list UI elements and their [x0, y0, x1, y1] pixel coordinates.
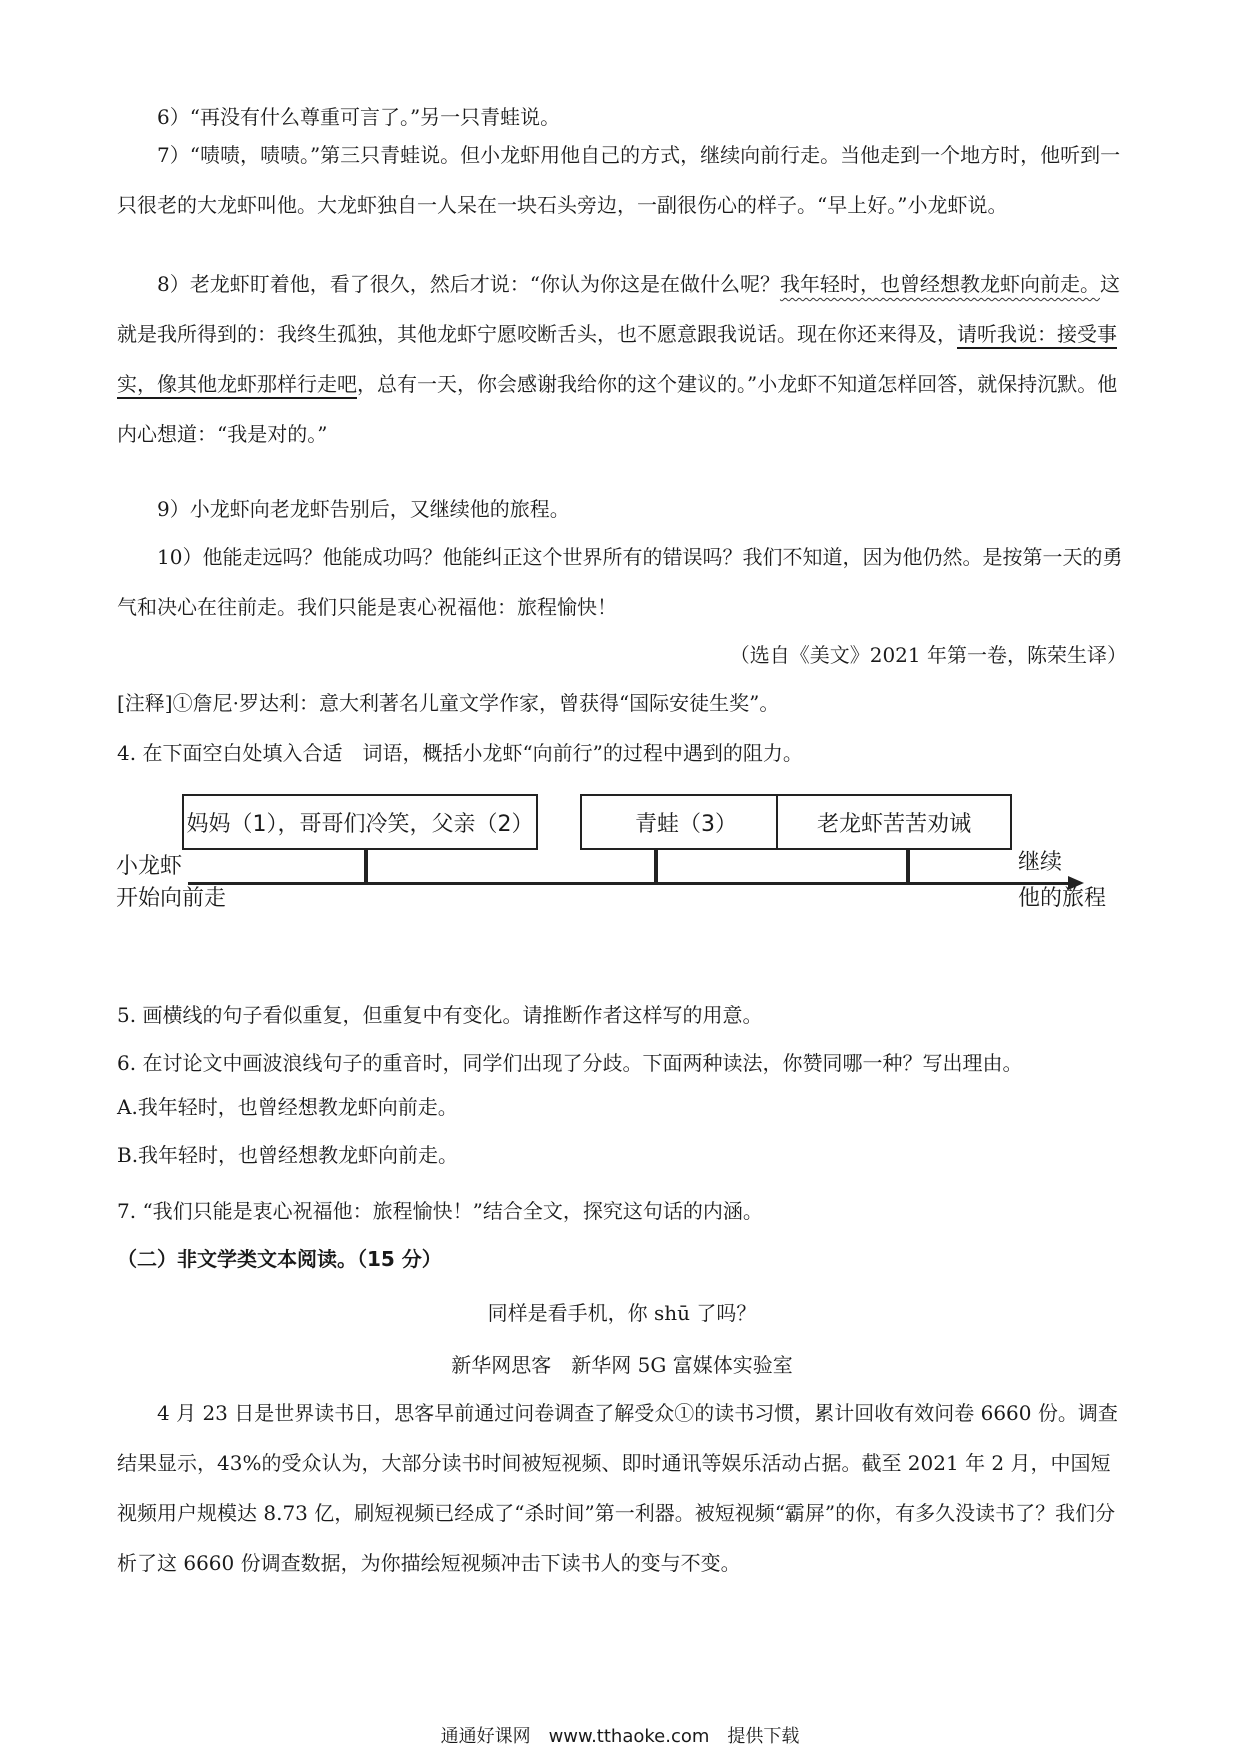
- underlined-sentence: 请听我说：接受事实，像其他龙虾那样行走吧: [117, 322, 1117, 396]
- paragraph-6: 6）“再没有什么尊重可言了。”另一只青蛙说。: [157, 105, 561, 129]
- annotation-note: [注释]①詹尼·罗达利：意大利著名儿童文学作家，曾获得“国际安徒生奖”。: [117, 691, 780, 715]
- section-2-heading: （二）非文学类文本阅读。（15 分）: [117, 1247, 442, 1271]
- paragraph-8-text-b: 这就是我所得到的：我终生孤独，其他龙虾宁愿咬断舌头，也不愿意跟我说话。现在你还来得及，: [117, 272, 1120, 346]
- timeline-tick-2: [654, 848, 658, 884]
- paragraph-10: 10）他能走远吗？他能成功吗？他能纠正这个世界所有的错误吗？我们不知道，因为他仍然。是按第一天的勇气和决心在往前走。我们只能是衷心祝福他：旅程愉快！: [117, 545, 1123, 619]
- article-byline: 新华网思客 新华网 5G 富媒体实验室: [451, 1353, 793, 1377]
- question-6: 6. 在讨论文中画波浪线句子的重音时，同学们出现了分歧。下面两种读法，你赞同哪一种？写出理由。: [117, 1051, 1023, 1075]
- timeline-end-label-1: 继续: [1018, 850, 1063, 875]
- paragraph-8-text-a: 8）老龙虾盯着他，看了很久，然后才说：“你认为你这是在做什么呢？: [157, 272, 780, 296]
- stress-mark-a: 想 ·: [298, 1095, 318, 1119]
- question-7: 7. “我们只能是衷心祝福他：旅程愉快！”结合全文，探究这句话的内涵。: [117, 1199, 763, 1223]
- stress-mark-b: 教 ·: [318, 1143, 338, 1167]
- paragraph-9: 9）小龙虾向老龙虾告别后，又继续他的旅程。: [157, 497, 570, 521]
- diagram-box-old-lobster: 老龙虾苦苦劝诫: [776, 794, 1012, 850]
- source-citation: （选自《美文》2021 年第一卷，陈荣生译）: [729, 643, 1127, 667]
- paragraph-8: [117, 259, 1127, 459]
- article-title: 同样是看手机，你 shū 了吗？: [487, 1301, 757, 1325]
- diagram-box-frogs: 青蛙（3）: [580, 794, 792, 850]
- question-6-option-b: B.我年轻时，也曾经想教 ·龙虾向前走。: [117, 1130, 1127, 1180]
- obstacle-timeline-diagram: [110, 790, 1130, 930]
- timeline-end-label-2: 他的旅程: [1018, 886, 1107, 911]
- timeline-tick-3: [906, 848, 910, 884]
- page-footer: 通通好课网 www.tthaoke.com 提供下载: [440, 1726, 800, 1747]
- wavy-underlined-sentence: 我年轻时，也曾经想教龙虾向前走。: [779, 272, 1100, 296]
- question-6-option-a: A.我年轻时，也曾经想 ·教龙虾向前走。: [117, 1082, 1127, 1132]
- diagram-box-family: 妈妈（1），哥哥们冷笑，父亲（2）: [182, 794, 538, 850]
- question-4: 4. 在下面空白处填入合适 词语，概括小龙虾“向前行”的过程中遇到的阻力。: [117, 741, 803, 765]
- timeline-tick-1: [364, 848, 368, 884]
- timeline-axis: [188, 882, 1072, 885]
- paragraph-8-text-c: ，总有一天，你会感谢我给你的这个建议的。”小龙虾不知道怎样回答，就保持沉默。他内心想道：“我是对的。”: [117, 372, 1118, 446]
- paragraph-7: 7）“啧啧，啧啧。”第三只青蛙说。但小龙虾用他自己的方式，继续向前行走。当他走到一个地方时，他听到一只很老的大龙虾叫他。大龙虾独自一人呆在一块石头旁边，一副很伤心的样子。“早上好。”小龙虾说。: [117, 143, 1121, 217]
- timeline-start-label-2: 开始向前走: [116, 886, 227, 911]
- article-paragraph-1: 4 月 23 日是世界读书日，思客早前通过问卷调查了解受众①的读书习惯，累计回收有效问卷 6660 份。调查结果显示，43%的受众认为，大部分读书时间被短视频、即时通讯等娱乐活动占据。截至 2021 年 2 月，中国短视频用户规模达 8.73 亿，刷短视频已经成了“杀时间”第一利器。被短视频“霸屏”的你，有多久没读书了？我们分析了这 6660 份调查数据，为你描绘短视频冲击下读书人的变与不变。: [117, 1401, 1118, 1575]
- question-5: 5. 画横线的句子看似重复，但重复中有变化。请推断作者这样写的用意。: [117, 1003, 763, 1027]
- timeline-start-label-1: 小龙虾: [116, 854, 183, 879]
